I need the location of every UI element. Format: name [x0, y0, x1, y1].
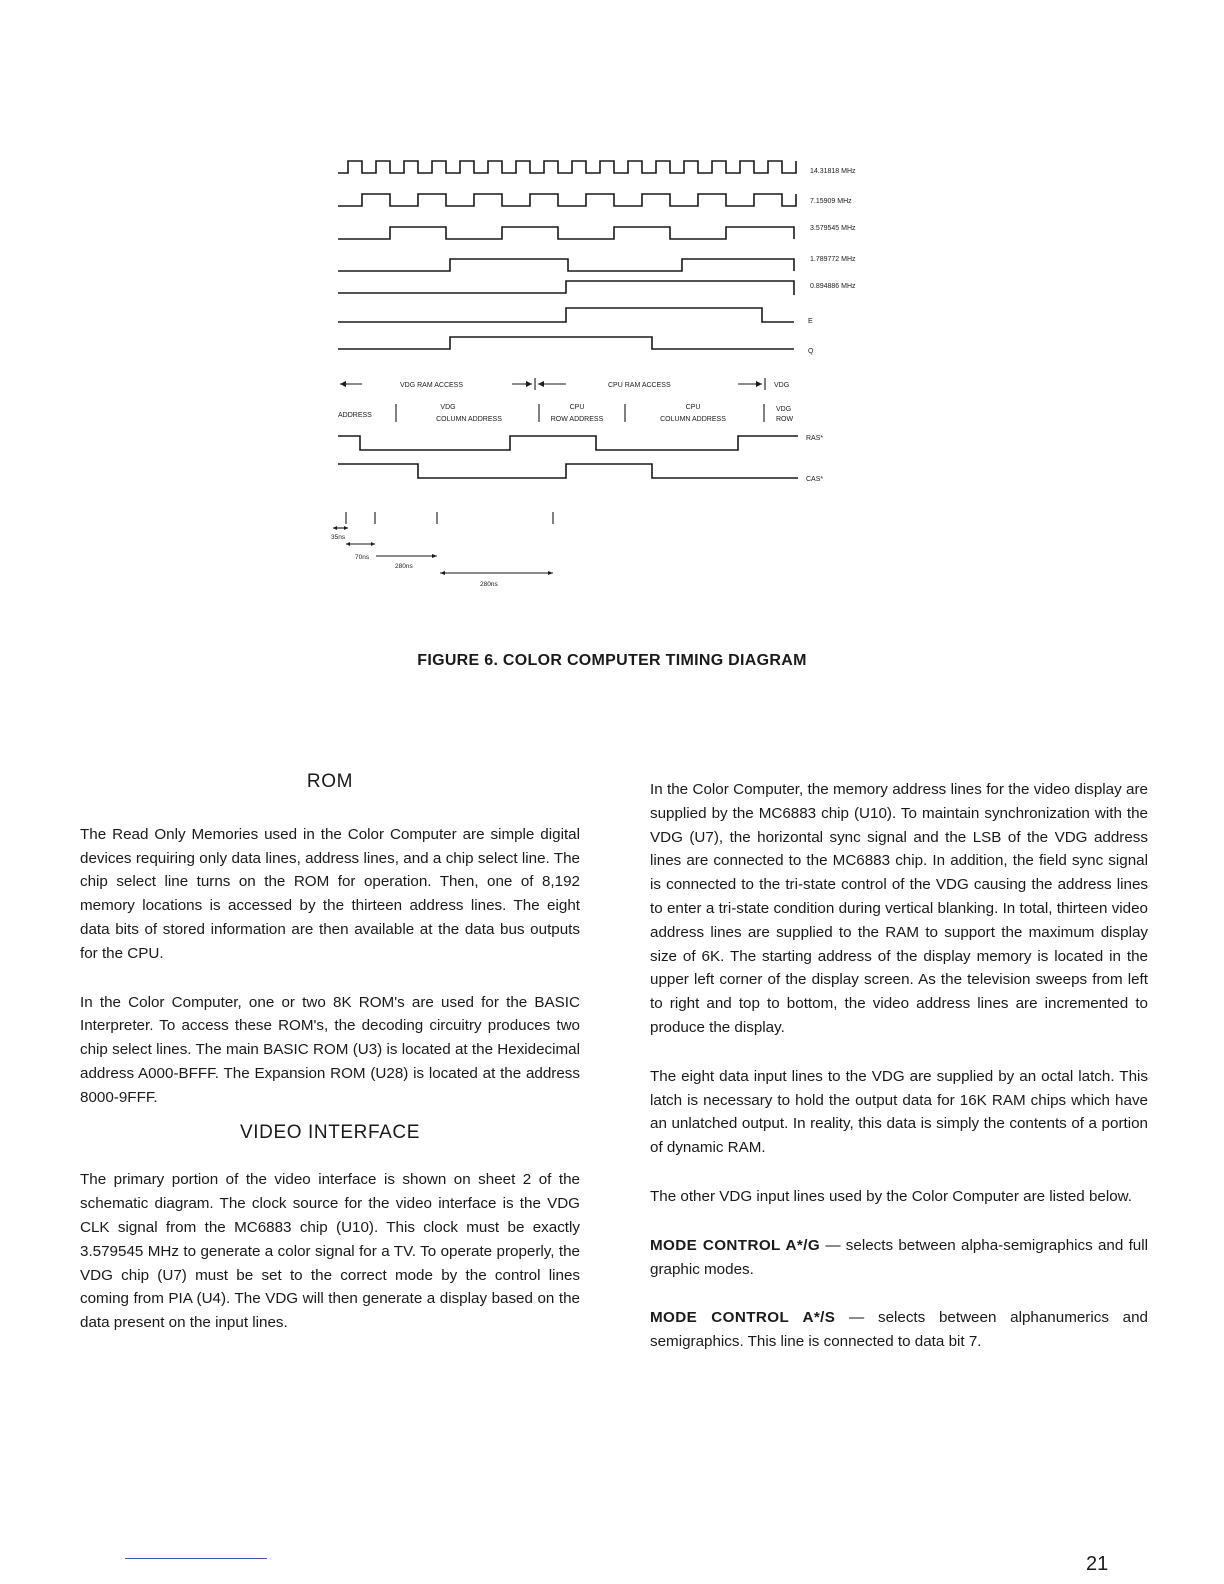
timing-diagram — [320, 150, 880, 600]
vdg-ram-access-label: VDG RAM ACCESS — [400, 382, 464, 389]
timing-label: 280ns — [480, 581, 498, 588]
wave-0-9mhz — [338, 281, 794, 295]
mode-control-as — [650, 1306, 1148, 1354]
cpu-column-label: COLUMN ADDRESS — [660, 416, 726, 423]
left-column — [80, 770, 580, 1335]
signal-label: 14.31818 MHz — [810, 168, 856, 175]
wave-3mhz — [338, 227, 794, 239]
right-paragraph-2: The eight data input lines to the VDG are supplied by an octal latch. This latch is necessary to hold the output data for 16K RAM chips which have an unlatched output. In reality, this data is simply the contents of a portion of dynamic RAM. — [650, 1067, 1148, 1157]
mode-control-ag — [650, 1234, 1148, 1282]
signal-label: 3.579545 MHz — [810, 225, 856, 232]
right-paragraph-1: In the Color Computer, the memory address lines for the video display are supplied by the MC6883 chip (U10). To maintain synchronization with the VDG (U7), the horizontal sync signal and the LSB of the VDG address lines are connected to the MC6883 chip. In addition, the field sync signal is connected to the tri-state control of the VDG causing the address lines to enter a tri-state condition during vertical blanking. In total, thirteen video address lines are supplied to the RAM to support the maximum display size of 6K. The starting address of the display memory is located in the upper left corner of the display screen. As the television sweeps from left to right and top to bottom, the video address lines are incremented to produce the display. — [650, 781, 1148, 1036]
mode-control-as-label: MODE CONTROL A*/S — [650, 1309, 836, 1327]
cpu-row-label: CPU — [569, 404, 585, 411]
right-paragraph-3: The other VDG input lines used by the Color Computer are listed below. — [650, 1187, 1133, 1205]
cpu-row-label: ROW ADDRESS — [550, 416, 604, 423]
wave-ras — [338, 436, 798, 450]
timing-label: 35ns — [331, 534, 346, 541]
wave-cas — [338, 464, 798, 478]
signal-label: Q — [808, 348, 814, 355]
vdg-row-label: ROW — [776, 416, 794, 423]
mode-control-ag-text: — selects between alpha-semigraphics and full graphic modes. — [650, 1236, 1148, 1278]
page-number: 21 — [1086, 1553, 1109, 1575]
cpu-column-label: CPU — [685, 404, 701, 411]
wave-e — [338, 308, 794, 322]
rom-heading: ROM — [306, 771, 354, 792]
video-interface-heading: VIDEO INTERFACE — [239, 1121, 421, 1143]
cas-label: CAS* — [806, 476, 824, 483]
signal-label: 0.894886 MHz — [810, 283, 856, 290]
vdg-row-label: VDG — [776, 406, 792, 413]
signal-label: E — [808, 318, 813, 325]
wave-7mhz — [338, 194, 796, 206]
signal-label: 1.789772 MHz — [810, 256, 856, 263]
signal-label: 7.15909 MHz — [810, 198, 852, 205]
right-column — [650, 778, 1148, 1354]
vdg-access-label: VDG — [774, 382, 790, 389]
timing-label: 280ns — [395, 563, 413, 570]
timing-label: 70ns — [355, 554, 370, 561]
wave-14mhz — [338, 161, 796, 173]
vdg-column-label: COLUMN ADDRESS — [436, 416, 502, 423]
ras-label: RAS* — [806, 435, 824, 442]
wave-q — [338, 337, 794, 349]
mode-control-as-text: — selects between alphanumerics and semigraphics. This line is connected to data bit 7. — [650, 1309, 1148, 1351]
video-paragraph-1: The primary portion of the video interface is shown on sheet 2 of the schematic diagram. The clock source for the video interface is the VDG CLK signal from the MC6883 chip (U10). This clock must be exactly 3.579545 MHz to generate a color signal for a TV. To operate properly, the VDG chip (U7) must be set to the correct mode by the control lines coming from PIA (U4). The VDG will then generate a display based on the data present on the input lines. — [80, 1171, 580, 1332]
footer-rule — [125, 1558, 267, 1559]
rom-paragraph-2: In the Color Computer, one or two 8K ROM's are used for the BASIC Interpreter. To access these ROM's, the decoding circuitry produces two chip select lines. The main BASIC ROM (U3) is located at the Hexidecimal address A000-BFFF. The Expansion ROM (U28) is located at the address 8000-9FFF. — [80, 993, 580, 1106]
wave-1mhz — [338, 259, 794, 271]
address-label: ADDRESS — [338, 412, 372, 419]
mode-control-ag-label: MODE CONTROL A*/G — [650, 1236, 821, 1254]
figure-caption: FIGURE 6. COLOR COMPUTER TIMING DIAGRAM — [417, 652, 807, 669]
vdg-column-label: VDG — [440, 404, 456, 411]
cpu-ram-access-label: CPU RAM ACCESS — [608, 382, 671, 389]
rom-paragraph-1: The Read Only Memories used in the Color Computer are simple digital devices requiring only data lines, address lines, and a chip select line. The chip select line turns on the ROM for operation. Then, one of 8,192 memory locations is accessed by the thirteen address lines. The eight data bits of stored information are then available at the data bus outputs for the CPU. — [80, 825, 580, 962]
